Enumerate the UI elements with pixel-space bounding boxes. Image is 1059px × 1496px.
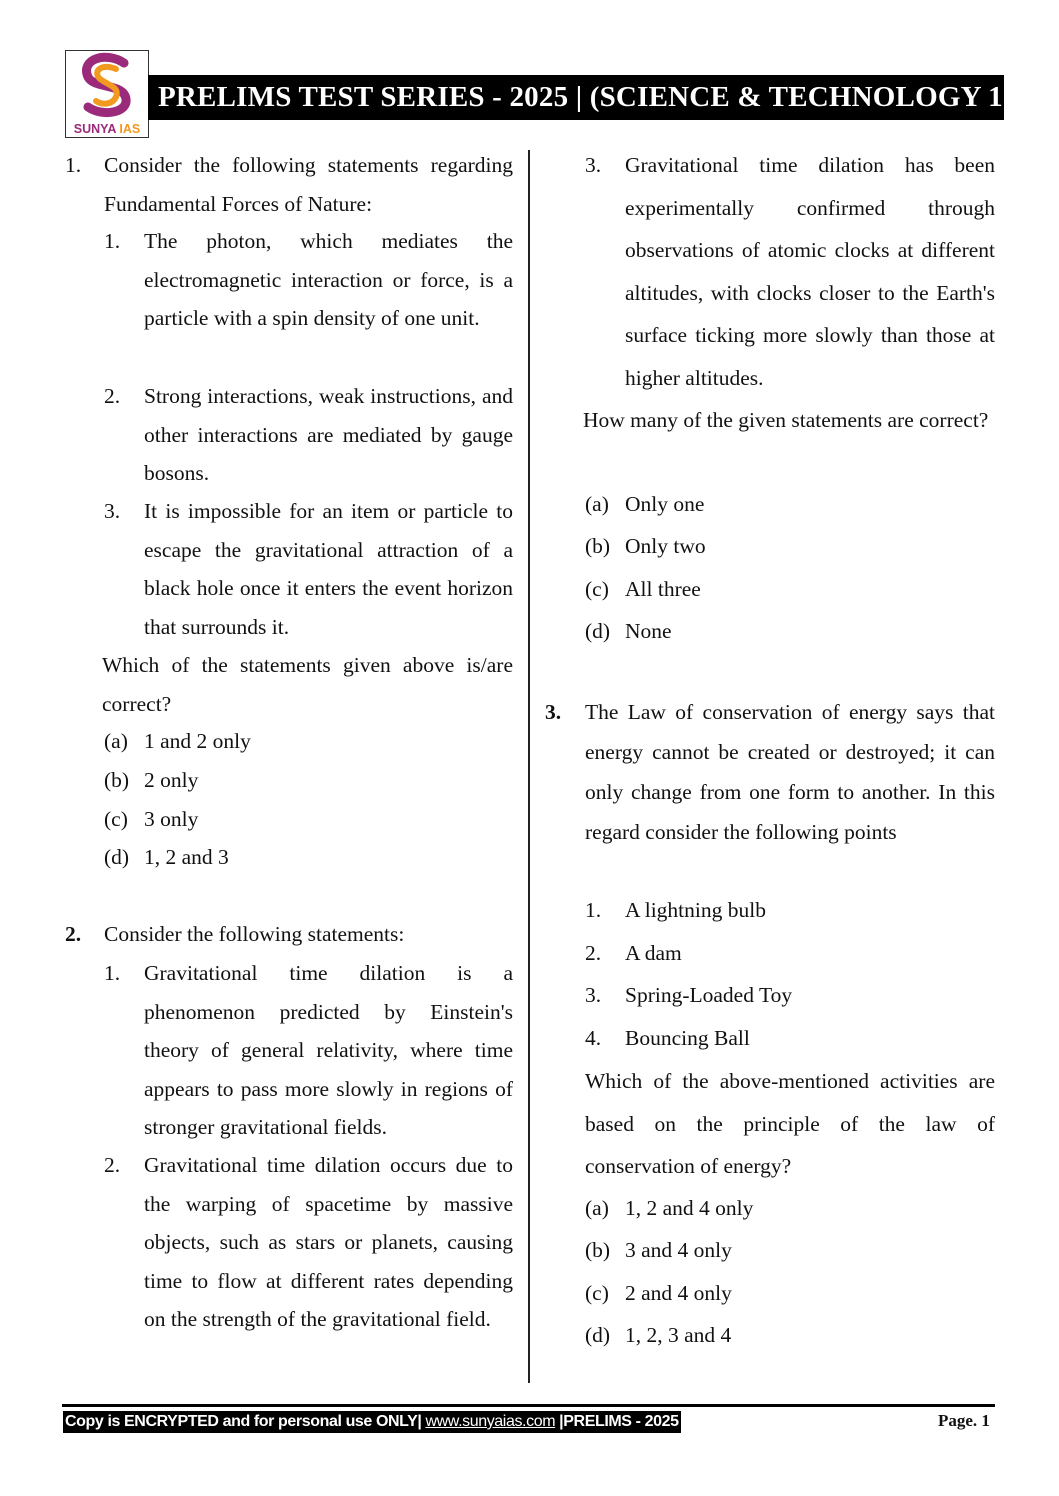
question-stem: Consider the following statements regarding Fundamental Forces of Nature: — [104, 153, 513, 216]
statement-number: 3. — [585, 983, 602, 1007]
option-text: 1, 2 and 3 — [144, 845, 229, 869]
question-stem: Consider the following statements: — [104, 922, 405, 946]
statement-number: 2. — [585, 941, 602, 965]
column-divider — [528, 150, 530, 1383]
option-key: (c) — [585, 577, 609, 601]
option-key: (d) — [104, 845, 130, 869]
option-text: 2 and 4 only — [625, 1281, 732, 1305]
statement-text: Gravitational time dilation is a phenomenon predicted by Einstein's theory of general relativity, where time appears to pass more slowly in regions of stronger gravitational fields. — [144, 961, 513, 1139]
question-number: 3. — [545, 700, 562, 724]
statement-text: It is impossible for an item or particle to escape the gravitational attraction of a black hole once it enters the event horizon that surrounds it. — [144, 499, 513, 639]
option-text: 3 only — [144, 807, 199, 831]
option-key: (a) — [585, 1196, 609, 1220]
statement-text: A dam — [625, 941, 682, 965]
option-key: (c) — [104, 807, 128, 831]
option-key: (b) — [585, 1238, 611, 1262]
statement-number: 1. — [585, 898, 602, 922]
question-prompt: Which of the statements given above is/are correct? — [102, 653, 513, 716]
option-text: 1, 2, 3 and 4 — [625, 1323, 732, 1347]
website-link[interactable]: www.sunyaias.com — [425, 1413, 556, 1430]
question-prompt: How many of the given statements are correct? — [583, 408, 989, 432]
question-stem: The Law of conservation of energy says that energy cannot be created or destroyed; it can only change from one form to another. In this regard consider the following points — [585, 700, 995, 844]
question-number: 2. — [65, 922, 82, 946]
question-number: 1. — [65, 153, 82, 177]
option-key: (a) — [104, 729, 128, 753]
footer-copy-text: Copy is ENCRYPTED and for personal use ONLY| — [65, 1413, 426, 1430]
option-text: 1 and 2 only — [144, 729, 251, 753]
logo-text-sunya: SUNYA — [73, 122, 116, 136]
statement-number: 1. — [104, 229, 121, 253]
option-key: (b) — [104, 768, 130, 792]
option-text: 3 and 4 only — [625, 1238, 732, 1262]
statement-number: 3. — [104, 499, 121, 523]
footer-notice — [63, 1411, 681, 1433]
footer-divider — [62, 1404, 995, 1407]
option-key: (b) — [585, 534, 611, 558]
statement-text: Gravitational time dilation has been experimentally confirmed through observations of atomic clocks at different altitudes, with clocks closer to the Earth's surface ticking more slowly than those at higher altitudes. — [625, 153, 995, 390]
page-title: PRELIMS TEST SERIES - 2025 | (SCIENCE & TECHNOLOGY 1.0) — [148, 75, 1004, 120]
footer-prelims-text: |PRELIMS - 2025 — [555, 1413, 679, 1430]
option-key: (d) — [585, 619, 611, 643]
option-key: (c) — [585, 1281, 609, 1305]
option-key: (a) — [585, 492, 609, 516]
option-text: 2 only — [144, 768, 199, 792]
statement-text: The photon, which mediates the electromagnetic interaction or force, is a particle with a spin density of one unit. — [144, 229, 513, 330]
statement-text: A lightning bulb — [625, 898, 766, 922]
option-text: None — [625, 619, 672, 643]
sunya-ias-logo — [65, 50, 149, 138]
statement-number: 1. — [104, 961, 121, 985]
option-key: (d) — [585, 1323, 611, 1347]
statement-text: Gravitational time dilation occurs due to the warping of spacetime by massive objects, such as stars or planets, causing time to flow at different rates depending on the strength of the gravitational field. — [144, 1153, 513, 1331]
logo-text-ias: IAS — [119, 122, 141, 136]
option-text: 1, 2 and 4 only — [625, 1196, 754, 1220]
option-text: Only two — [625, 534, 706, 558]
statement-number: 2. — [104, 384, 121, 408]
option-text: Only one — [625, 492, 705, 516]
statement-number: 4. — [585, 1026, 602, 1050]
option-text: All three — [625, 577, 701, 601]
page-number: Page. 1 — [938, 1411, 990, 1430]
statement-number: 2. — [104, 1153, 121, 1177]
question-prompt: Which of the above-mentioned activities are based on the principle of the law of conservation of energy? — [585, 1069, 995, 1178]
logo-s-icon — [66, 51, 148, 119]
statement-text: Bouncing Ball — [625, 1026, 750, 1050]
statement-text: Spring-Loaded Toy — [625, 983, 793, 1007]
statement-text: Strong interactions, weak instructions, and other interactions are mediated by gauge bosons. — [144, 384, 513, 485]
statement-number: 3. — [585, 153, 602, 177]
